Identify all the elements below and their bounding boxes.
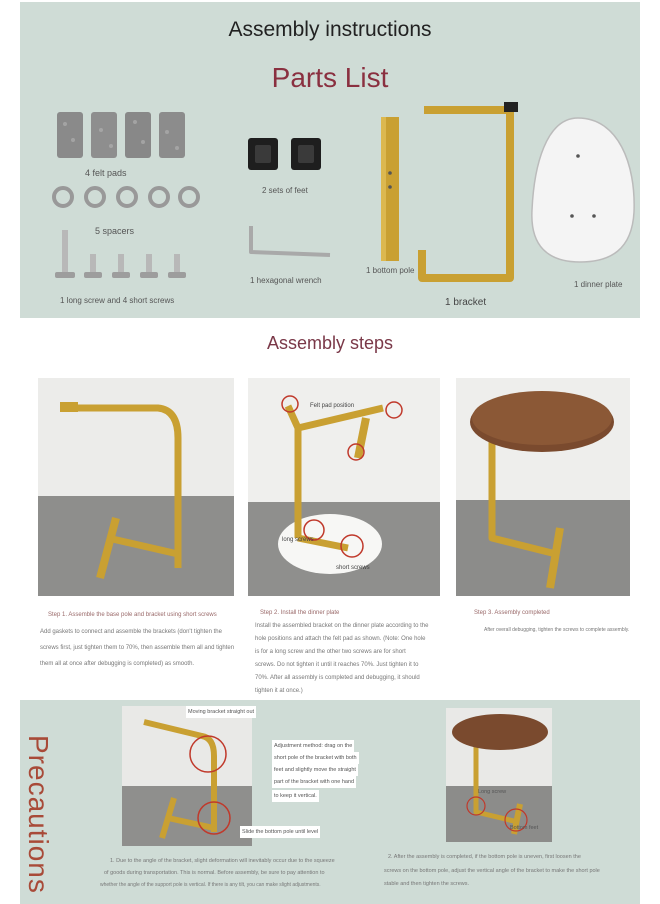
precaution-item2-line-3: stable and then tighten the screws.	[384, 881, 469, 887]
spacers-image	[50, 184, 205, 212]
precaution-photo-1-label-2: Slide the bottom pole until level	[240, 826, 320, 838]
plate-label: 1 dinner plate	[574, 280, 623, 289]
precaution-item1-line-2: of goods during transportation. This is normal. Before assembly, be sure to pay attention to	[104, 870, 325, 876]
precaution-photo-1-label: Moving bracket straight out	[186, 706, 256, 718]
step3-photo	[456, 378, 630, 596]
felt-pad-position-label: Felt pad position	[310, 403, 355, 409]
step2-line-1: Install the assembled bracket on the dinner plate according to the	[255, 623, 429, 629]
feet-image	[245, 135, 325, 175]
long-screws-label: long screws	[282, 537, 314, 543]
pole-label: 1 bottom pole	[366, 266, 415, 275]
precaution-note-line-4: part of the bracket with one hand	[272, 776, 356, 788]
step1-heading: Step 1. Assemble the base pole and bracket using short screws	[48, 612, 217, 618]
step1-line-2: screws first, just tighten them to 70%, then assemble them all and tighten	[40, 645, 235, 651]
document-title: Assembly instructions	[228, 18, 432, 41]
step1-line-1: Add gaskets to connect and assemble the brackets (don't tighten the	[40, 629, 222, 635]
step1-photo	[38, 378, 234, 596]
precaution-note-line-2: short pole of the bracket with both	[272, 752, 359, 764]
spacers-label: 5 spacers	[95, 226, 135, 236]
screws-image	[52, 228, 197, 282]
step2-heading: Step 2. Install the dinner plate	[260, 610, 340, 616]
step2-line-3: is for a long screw and the other two screws are for short	[255, 649, 406, 655]
step2-line-5: 70%. After all assembly is completed and debugging, it should	[255, 675, 420, 681]
precaution-item2-line-1: 2. After the assembly is completed, if the bottom pole is uneven, first loosen the	[388, 854, 581, 860]
precaution-photo-1	[122, 706, 252, 846]
step3-line: After overall debugging, tighten the screws to complete assembly.	[484, 627, 630, 633]
feet-label: 2 sets of feet	[262, 186, 308, 195]
precautions-title: Precautions	[23, 735, 54, 894]
precaution-item2-line-2: screws on the bottom pole, adjust the vertical angle of the bracket to make the short pole	[384, 868, 600, 874]
felt-pads-image	[55, 110, 195, 162]
precaution-note-line-3: feet and slightly move the straight	[272, 764, 358, 776]
wrench-label: 1 hexagonal wrench	[250, 276, 322, 285]
precaution-photo-2-label-2: Bottom feet	[510, 825, 539, 831]
bracket-image	[410, 100, 520, 290]
dinner-plate-image	[528, 114, 638, 266]
short-screws-label: short screws	[336, 565, 370, 571]
bottom-pole-image	[378, 115, 402, 263]
step2-line-6: tighten it at once.)	[255, 688, 303, 694]
parts-list-title: Parts List	[271, 62, 389, 93]
assembly-steps-title: Assembly steps	[266, 333, 394, 353]
step2-line-2: hole positions and attach the felt pad as shown. (Note: One hole	[255, 636, 426, 642]
step3-heading: Step 3. Assembly completed	[474, 610, 550, 616]
felt-pads-label: 4 felt pads	[85, 168, 127, 178]
precaution-item1-line-1: 1. Due to the angle of the bracket, slight deformation will inevitably occur due to the squeeze	[110, 858, 335, 864]
bracket-label: 1 bracket	[445, 297, 487, 308]
screws-label: 1 long screw and 4 short screws	[60, 296, 175, 305]
hex-wrench-image	[245, 222, 335, 262]
precaution-photo-2-label: Long screw	[478, 789, 507, 795]
precaution-item1-line-3: whether the angle of the support pole is vertical. If there is any tilt, you can make slight adjustments.	[100, 882, 321, 888]
precaution-note-line-5: to keep it vertical.	[272, 790, 319, 802]
step1-line-3: them all at once after debugging is completed) as smooth.	[40, 661, 195, 667]
step2-line-4: screws. Do not tighten it until it reaches 70%. Just tighten it to	[255, 662, 419, 668]
precaution-note-line-1: Adjustment method: drag on the	[272, 740, 354, 752]
